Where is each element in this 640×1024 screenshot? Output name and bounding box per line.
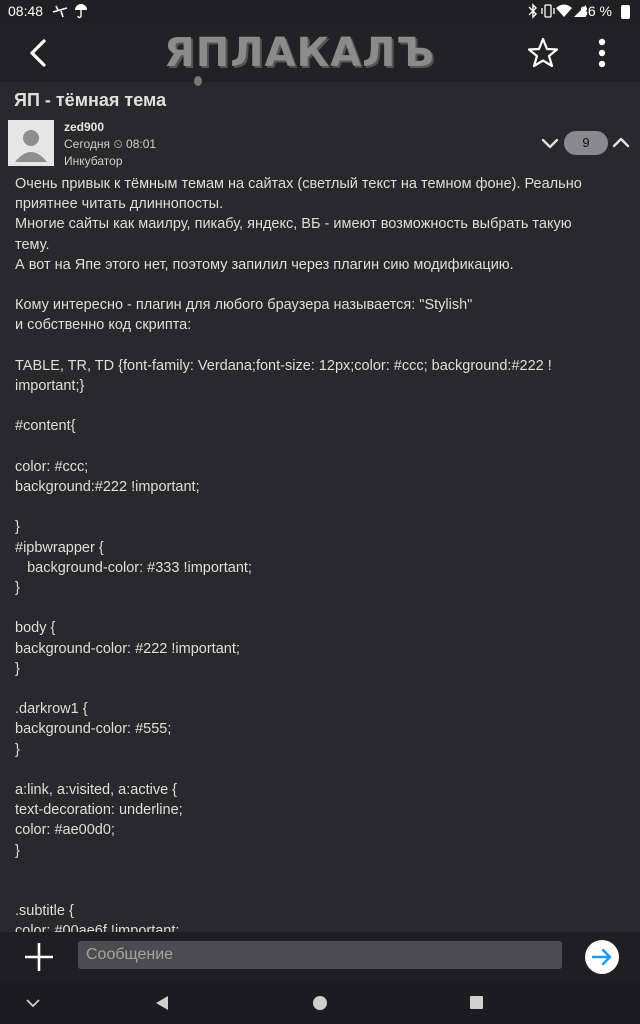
message-composer xyxy=(0,932,640,982)
post-text-line: #content{ xyxy=(15,418,76,435)
post-rating: 9 xyxy=(564,131,608,155)
post-text-line: Очень привык к тёмным темам на сайтах (светлый текст на темном фоне). Реально xyxy=(15,176,582,192)
post-text-line: a:link, a:visited, a:active { xyxy=(15,781,177,798)
avatar[interactable] xyxy=(8,120,54,166)
post-text-line xyxy=(15,275,627,295)
post-text-line xyxy=(15,679,627,699)
post-text-line: background:#222 !important; xyxy=(15,478,200,495)
post-text-line: TABLE, TR, TD {font-family: Verdana;font-size: 12px;color: #ccc; background:#222 ! xyxy=(15,357,552,374)
post-author[interactable]: zed900 xyxy=(64,120,105,134)
post-text-line xyxy=(15,437,627,457)
post-text-line: } xyxy=(15,579,20,596)
post-text-line: приятнее читать длиннопосты. xyxy=(15,196,224,213)
post-text-line: background-color: #333 !important; xyxy=(15,559,252,576)
back-button[interactable] xyxy=(24,38,54,68)
post-text-line xyxy=(15,861,627,881)
vote-down-button[interactable] xyxy=(541,134,559,152)
app-toolbar xyxy=(0,24,640,82)
bluetooth-icon xyxy=(528,3,538,22)
vibrate-icon xyxy=(541,3,555,22)
post-text-line: тему. xyxy=(15,236,50,253)
airplane-silent-icon xyxy=(52,3,68,22)
wifi-icon xyxy=(556,3,572,22)
star-icon xyxy=(526,36,560,70)
chevron-up-icon xyxy=(612,134,630,152)
send-button[interactable] xyxy=(585,940,619,974)
post-text-line: body { xyxy=(15,620,56,637)
user-avatar-icon xyxy=(8,120,54,166)
post-text-line: color: #ccc; xyxy=(15,458,89,475)
post-text-line: color: #ae00d0; xyxy=(15,822,115,839)
post-text-line xyxy=(15,336,627,356)
app-logo xyxy=(164,30,435,76)
post-text-line: #ipbwrapper { xyxy=(15,539,104,556)
post-text-line xyxy=(15,760,627,780)
chevron-down-icon xyxy=(26,996,40,1010)
status-bar xyxy=(0,0,640,24)
logo-text: ЯПЛАКАЛЪ xyxy=(164,30,435,76)
post-date: Сегодня ⏲ 08:01 xyxy=(64,137,157,151)
post-text-line: А вот на Япе этого нет, поэтому запилил через плагин сию модификацию. xyxy=(15,256,514,273)
umbrella-icon xyxy=(74,3,88,22)
battery-level: 86 % xyxy=(580,3,612,19)
battery-icon xyxy=(621,5,630,19)
logo-drop-icon xyxy=(194,76,202,86)
post-text-line xyxy=(15,598,627,618)
post-text-line: background-color: #555; xyxy=(15,721,172,738)
vote-up-button[interactable] xyxy=(612,134,630,152)
post-text-line: Кому интересно - плагин для любого браузера называется: "Stylish" xyxy=(15,297,473,314)
overflow-menu-button[interactable] xyxy=(590,36,614,70)
post-text-line: } xyxy=(15,660,20,677)
post-text-line xyxy=(15,497,627,517)
post-text-line: Многие сайты как маилру, пикабу, яндекс, ВБ - имеют возможность выбрать такую xyxy=(15,216,572,233)
plus-icon xyxy=(22,940,56,974)
message-input[interactable] xyxy=(78,941,562,969)
post-text-line xyxy=(15,881,627,901)
system-nav-bar xyxy=(0,982,640,1024)
post-text-line: и собственно код скрипта: xyxy=(15,317,192,334)
attach-button[interactable] xyxy=(22,940,56,974)
post-body xyxy=(15,174,627,930)
triangle-back-icon xyxy=(154,995,170,1011)
post-text-line: text-decoration: underline; xyxy=(15,802,183,819)
nav-back-button[interactable] xyxy=(154,995,170,1011)
favorite-button[interactable] xyxy=(526,36,560,70)
post-text-line: } xyxy=(15,741,20,758)
post-text-line: .darkrow1 { xyxy=(15,701,88,718)
post-text-line xyxy=(15,396,627,416)
topic-title: ЯП - тёмная тема xyxy=(14,90,167,110)
nav-recents-button[interactable] xyxy=(470,996,483,1009)
more-vertical-icon xyxy=(590,36,614,70)
chevron-down-icon xyxy=(541,134,559,152)
arrow-right-icon xyxy=(585,940,619,974)
nav-home-button[interactable] xyxy=(313,996,327,1010)
post-text-line: background-color: #222 !important; xyxy=(15,640,240,657)
post-text-line: } xyxy=(15,842,20,859)
author-rank: Инкубатор xyxy=(64,154,123,168)
post-text-line: } xyxy=(15,519,20,536)
status-time: 08:48 xyxy=(8,3,44,19)
post-text-line: .subtitle { xyxy=(15,903,74,920)
arrow-back-icon xyxy=(24,38,54,68)
nav-hide-button[interactable] xyxy=(26,996,40,1010)
post-text-line: important;} xyxy=(15,378,85,394)
